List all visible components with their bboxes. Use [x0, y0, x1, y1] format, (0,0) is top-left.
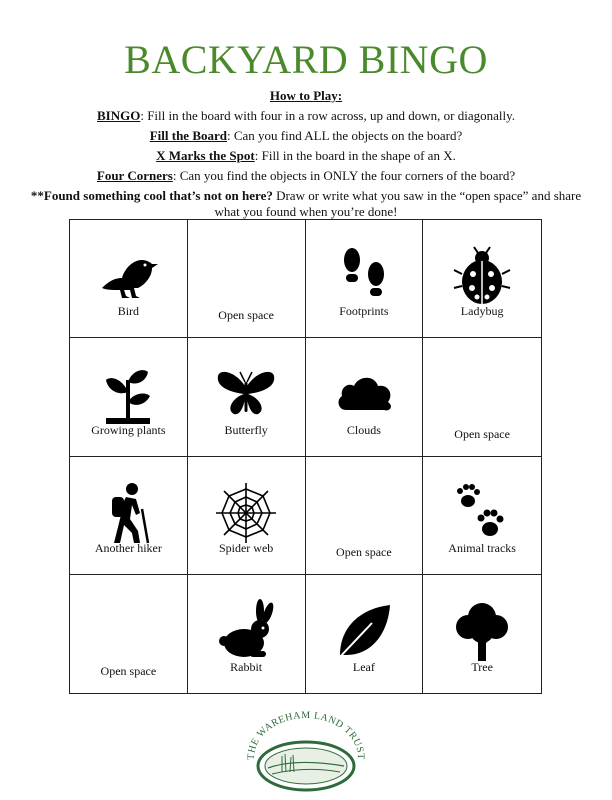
- rabbit-icon: [188, 599, 305, 663]
- cell-label: Open space: [218, 308, 274, 323]
- rule-text: : Can you find ALL the objects on the board?: [227, 128, 463, 143]
- bingo-cell-ladybug: [423, 220, 541, 338]
- how-to-play-heading: How to Play:: [269, 88, 343, 103]
- bingo-cell-rabbit: [188, 575, 306, 693]
- found-note-bold: **Found something cool that’s not on here?: [30, 188, 273, 203]
- bingo-cell-clouds: [306, 338, 424, 456]
- cell-label: Growing plants: [91, 422, 166, 437]
- rule-heading: X Marks the Spot: [156, 148, 255, 163]
- spider-web-icon: [188, 481, 305, 545]
- cell-label: Bird: [117, 304, 140, 319]
- rule-x-marks: [20, 148, 592, 164]
- cell-label: Animal tracks: [448, 540, 516, 555]
- sprout-icon: [70, 362, 187, 426]
- bingo-cell-bird: [70, 220, 188, 338]
- cell-label: Spider web: [218, 540, 274, 555]
- butterfly-icon: [188, 362, 305, 426]
- cell-label: Rabbit: [230, 660, 263, 674]
- bingo-cell-open-space: [188, 220, 306, 338]
- bingo-cell-open-space: [306, 457, 424, 575]
- bingo-cell-open-space: [423, 338, 541, 456]
- bingo-cell-animal-tracks: [423, 457, 541, 575]
- paw-prints-icon: [423, 481, 541, 545]
- cell-label: Open space: [454, 426, 510, 441]
- cell-label: Open space: [336, 544, 392, 559]
- rule-heading: Fill the Board: [149, 128, 227, 143]
- rule-four-corners: [20, 168, 592, 184]
- rule-heading: Four Corners: [96, 168, 173, 183]
- bingo-cell-open-space: [70, 575, 188, 693]
- rule-heading: BINGO: [97, 108, 141, 123]
- tree-icon: [423, 599, 541, 663]
- cell-label: Butterfly: [224, 422, 268, 437]
- cell-label: Another hiker: [94, 540, 162, 555]
- rule-fill-board: [20, 128, 592, 144]
- bingo-board: [69, 219, 542, 694]
- bingo-cell-tree: [423, 575, 541, 693]
- bingo-cell-footprints: [306, 220, 424, 338]
- found-note-text: Draw or write what you saw in the “open space” and share what you found when you’re done!: [214, 188, 582, 219]
- found-note: [20, 188, 592, 220]
- cell-label: Leaf: [352, 660, 375, 674]
- footprints-icon: [306, 244, 423, 308]
- bingo-cell-another-hiker: [70, 457, 188, 575]
- cell-label: Tree: [471, 660, 493, 674]
- cell-label: Clouds: [346, 422, 381, 437]
- logo-text: THE WAREHAM LAND TRUST: [245, 709, 367, 761]
- rule-text: : Fill in the board in the shape of an X.: [254, 148, 456, 163]
- rule-text: : Fill in the board with four in a row across, up and down, or diagonally.: [140, 108, 515, 123]
- hiker-icon: [70, 481, 187, 545]
- bird-icon: [70, 244, 187, 308]
- bingo-cell-spider-web: [188, 457, 306, 575]
- bingo-cell-leaf: [306, 575, 424, 693]
- bingo-cell-growing-plants: [70, 338, 188, 456]
- cell-label: Footprints: [339, 304, 389, 319]
- logo-emblem-icon: [236, 702, 376, 794]
- rule-bingo: [20, 108, 592, 124]
- bingo-cell-butterfly: [188, 338, 306, 456]
- ladybug-icon: [423, 244, 541, 308]
- instructions: [20, 88, 592, 224]
- wareham-land-trust-logo: [236, 702, 376, 794]
- cell-label: Ladybug: [460, 304, 504, 319]
- leaf-icon: [306, 599, 423, 663]
- cloud-icon: [306, 362, 423, 426]
- rule-text: : Can you find the objects in ONLY the four corners of the board?: [172, 168, 516, 183]
- cell-label: Open space: [100, 664, 157, 678]
- page-title: BACKYARD BINGO: [124, 37, 488, 82]
